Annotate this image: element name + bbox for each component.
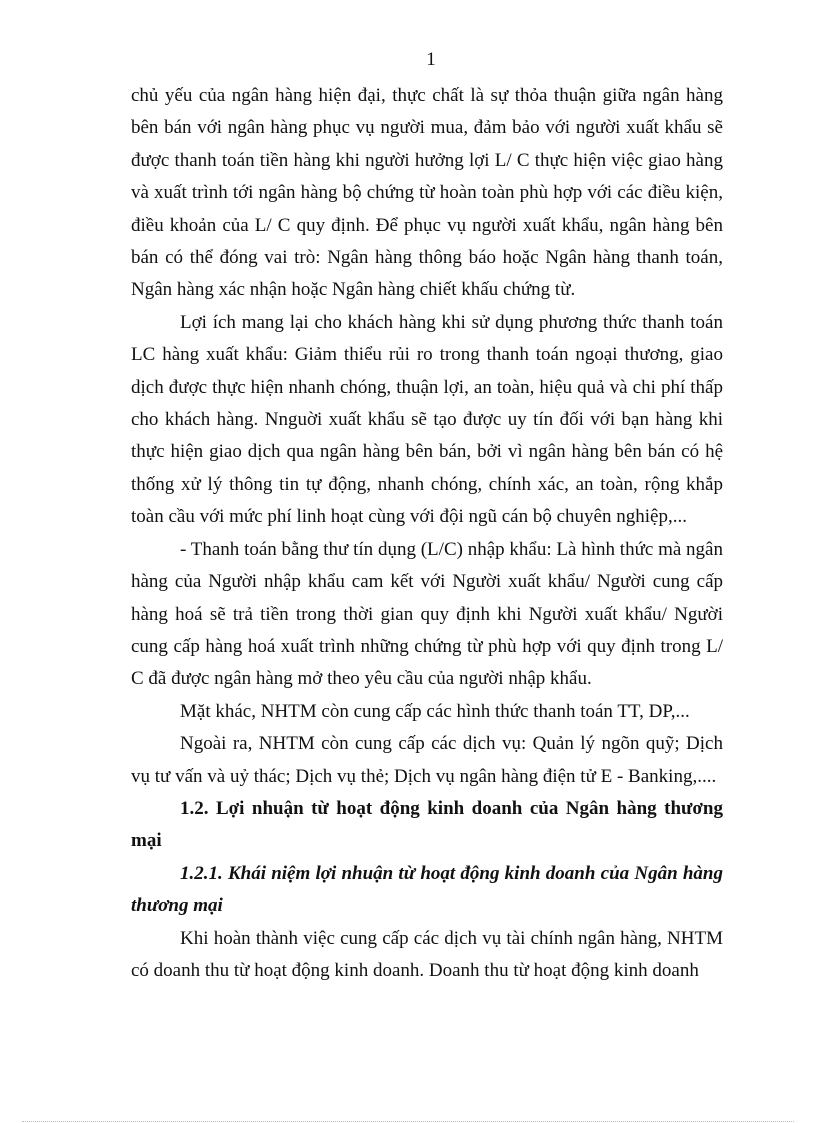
document-body <box>131 80 723 987</box>
paragraph-revenue: Khi hoàn thành việc cung cấp các dịch vụ tài chính ngân hàng, NHTM có doanh thu từ hoạt động kinh doanh. Doanh thu từ hoạt động kinh doanh <box>131 927 723 981</box>
page-bottom-divider <box>22 1121 794 1122</box>
paragraph-other-services: Ngoài ra, NHTM còn cung cấp các dịch vụ: Quản lý ngõn quỹ; Dịch vụ tư vấn và uỷ thác; Dịch vụ thẻ; Dịch vụ ngân hàng điện tử E - Banking,.... <box>131 733 723 787</box>
paragraph-other-payment-forms: Mặt khác, NHTM còn cung cấp các hình thức thanh toán TT, DP,... <box>180 700 690 722</box>
subsection-heading: 1.2.1. Khái niệm lợi nhuận từ hoạt động kinh doanh của Ngân hàng thương mại <box>131 862 723 917</box>
section-heading: 1.2. Lợi nhuận từ hoạt động kinh doanh của Ngân hàng thương mại <box>131 797 723 852</box>
paragraph-lc-import: - Thanh toán bằng thư tín dụng (L/C) nhập khẩu: Là hình thức mà ngân hàng của Người nhập khẩu cam kết với Người xuất khẩu/ Người cung cấp hàng hoá sẽ trả tiền trong thời gian quy định khi Người xuất khẩu/ Người cung cấp hàng hoá xuất trình những chứng từ phù hợp với quy định trong L/ C đã được ngân hàng mở theo yêu cầu của người nhập khẩu. <box>131 538 723 690</box>
page-number: 1 <box>426 49 436 70</box>
paragraph-lc-export-continued: chủ yếu của ngân hàng hiện đại, thực chất là sự thỏa thuận giữa ngân hàng bên bán với ngân hàng phục vụ người mua, đảm bảo với người xuất khẩu sẽ được thanh toán tiền hàng khi người hưởng lợi L/ C thực hiện việc giao hàng và xuất trình tới ngân hàng bộ chứng từ hoàn toàn phù hợp với các điều kiện, điều khoản của L/ C quy định. Để phục vụ người xuất khẩu, ngân hàng bên bán có thể đóng vai trò: Ngân hàng thông báo hoặc Ngân hàng thanh toán, Ngân hàng xác nhận hoặc Ngân hàng chiết khấu chứng từ. <box>131 85 723 301</box>
paragraph-lc-export-benefits: Lợi ích mang lại cho khách hàng khi sử dụng phương thức thanh toán LC hàng xuất khẩu: Giảm thiểu rủi ro trong thanh toán ngoại thương, giao dịch được thực hiện nhanh chóng, thuận lợi, an toàn, hiệu quả và chi phí thấp cho khách hàng. Nnguời xuất khẩu sẽ tạo được uy tín đối với bạn hàng khi thực hiện giao dịch qua ngân hàng bên bán, bởi vì ngân hàng bên bán có hệ thống xử lý thông tin tự động, nhanh chóng, chính xác, an toàn, rộng khắp toàn cầu với mức phí linh hoạt cùng với đội ngũ cán bộ chuyên nghiệp,... <box>131 311 723 528</box>
